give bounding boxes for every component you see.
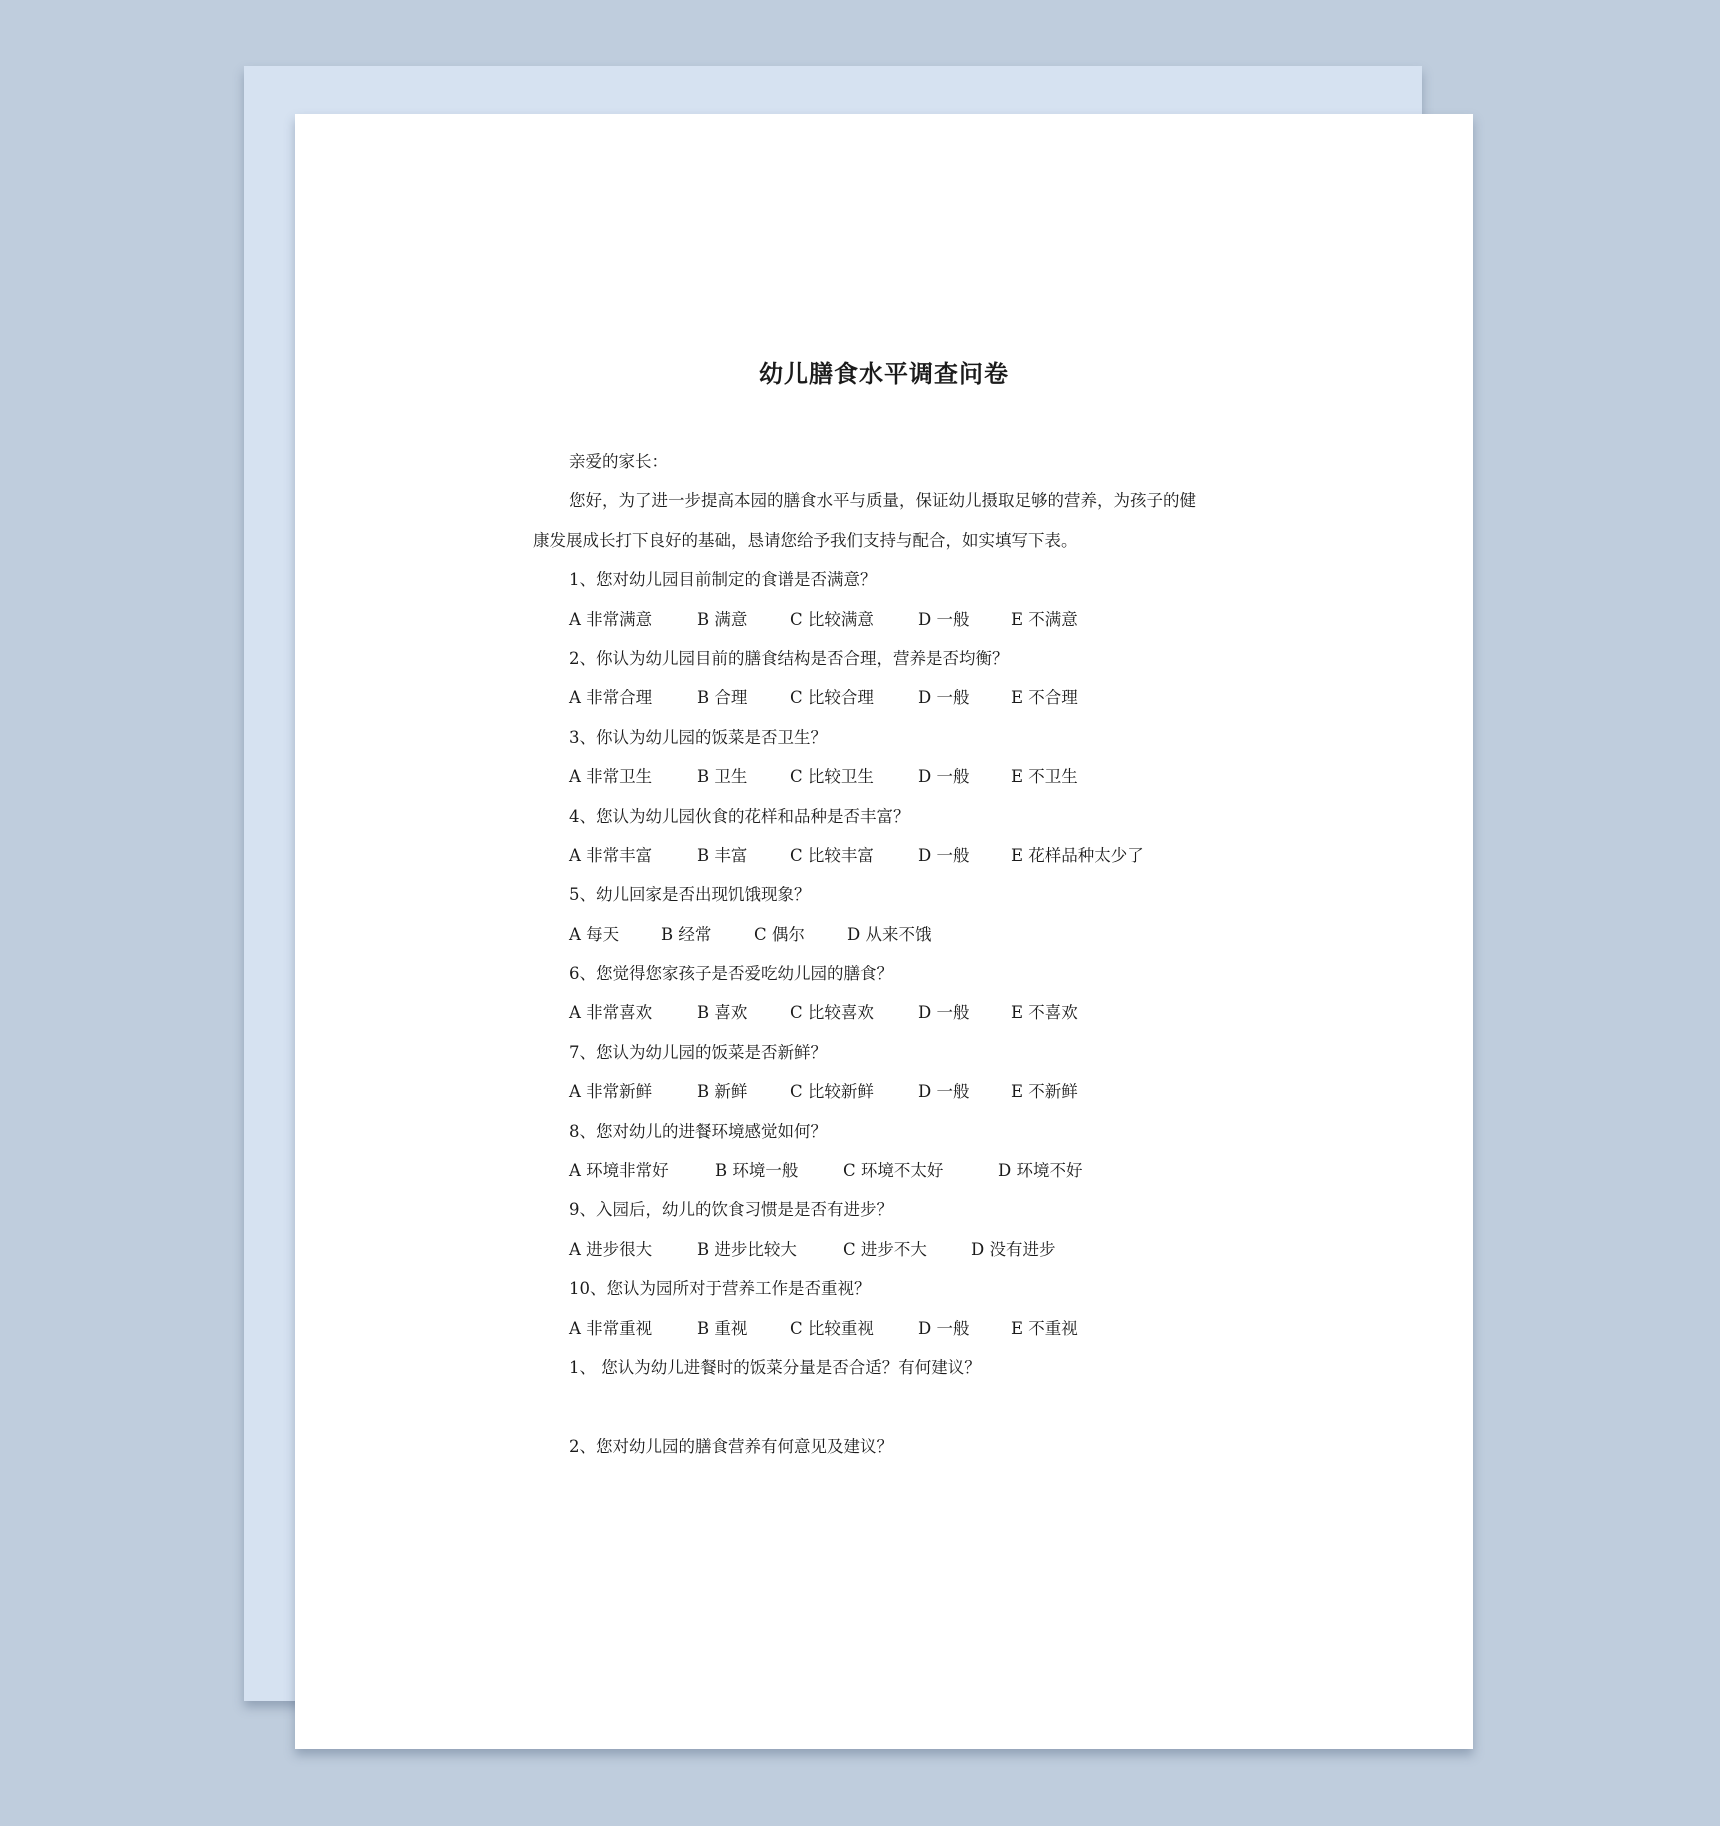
question-3: 3、你认为幼儿园的饭菜是否卫生？ (569, 727, 827, 747)
option-a: A 非常新鲜 (569, 1082, 653, 1102)
document-title: 幼儿膳食水平调查问卷 (759, 359, 1009, 388)
option-b: B 丰富 (697, 845, 748, 865)
option-c: C 比较满意 (790, 609, 874, 629)
option-c: C 环境不太好 (843, 1161, 944, 1181)
option-a: A 非常卫生 (569, 767, 653, 787)
question-2: 2、你认为幼儿园目前的膳食结构是否合理，营养是否均衡？ (569, 648, 1009, 668)
option-a: A 非常重视 (569, 1318, 653, 1338)
option-c: C 偶尔 (754, 924, 805, 944)
option-a: A 非常合理 (569, 688, 653, 708)
question-4-options (533, 836, 1233, 875)
question-6-options (533, 993, 1233, 1032)
option-b: B 新鲜 (697, 1082, 748, 1102)
option-b: B 卫生 (697, 767, 748, 787)
open-question-1: 1、 您认为幼儿进餐时的饭菜分量是否合适？有何建议？ (569, 1357, 981, 1377)
option-a: A 非常喜欢 (569, 1003, 653, 1023)
option-c: C 比较丰富 (790, 845, 874, 865)
option-d: D 一般 (918, 688, 970, 708)
option-d: D 一般 (918, 767, 970, 787)
option-d: D 环境不好 (998, 1161, 1083, 1181)
option-e: E 不重视 (1011, 1318, 1078, 1338)
option-a: A 非常满意 (569, 609, 653, 629)
option-e: E 不满意 (1011, 609, 1078, 629)
option-e: E 不新鲜 (1011, 1082, 1078, 1102)
question-7-options (533, 1072, 1233, 1111)
option-a: A 进步很大 (569, 1239, 653, 1259)
answer-space (533, 1387, 1233, 1426)
option-b: B 经常 (661, 924, 712, 944)
option-e: E 不喜欢 (1011, 1003, 1078, 1023)
option-a: A 每天 (569, 924, 620, 944)
question-9-options (533, 1230, 1233, 1269)
option-d: D 没有进步 (971, 1239, 1056, 1259)
question-5: 5、幼儿回家是否出现饥饿现象？ (569, 885, 811, 905)
question-7: 7、您认为幼儿园的饭菜是否新鲜？ (569, 1042, 827, 1062)
question-4: 4、您认为幼儿园伙食的花样和品种是否丰富？ (569, 806, 910, 826)
question-10-options (533, 1309, 1233, 1348)
option-a: A 环境非常好 (569, 1161, 669, 1181)
option-c: C 比较喜欢 (790, 1003, 874, 1023)
option-c: C 比较重视 (790, 1318, 874, 1338)
option-d: D 一般 (918, 609, 970, 629)
option-b: B 满意 (697, 609, 748, 629)
option-b: B 喜欢 (697, 1003, 748, 1023)
question-10: 10、您认为园所对于营养工作是否重视？ (569, 1279, 871, 1299)
document-page (295, 114, 1473, 1749)
open-question-2: 2、您对幼儿园的膳食营养有何意见及建议？ (569, 1436, 893, 1456)
option-e: E 不合理 (1011, 688, 1078, 708)
option-d: D 从来不饿 (847, 924, 932, 944)
document-body (533, 442, 1233, 1466)
option-d: D 一般 (918, 845, 970, 865)
option-b: B 重视 (697, 1318, 748, 1338)
question-1: 1、您对幼儿园目前制定的食谱是否满意？ (569, 570, 877, 590)
option-d: D 一般 (918, 1082, 970, 1102)
question-3-options (533, 757, 1233, 796)
question-5-options (533, 915, 1233, 954)
question-9: 9、入园后，幼儿的饮食习惯是是否有进步？ (569, 1200, 893, 1220)
intro-line-1: 您好，为了进一步提高本园的膳食水平与质量，保证幼儿摄取足够的营养，为孩子的健 (569, 491, 1196, 511)
option-b: B 进步比较大 (697, 1239, 797, 1259)
option-c: C 比较卫生 (790, 767, 874, 787)
question-8: 8、您对幼儿的进餐环境感觉如何？ (569, 1121, 827, 1141)
question-6: 6、您觉得您家孩子是否爱吃幼儿园的膳食？ (569, 964, 893, 984)
option-c: C 进步不大 (843, 1239, 927, 1259)
question-8-options (533, 1151, 1233, 1190)
option-d: D 一般 (918, 1318, 970, 1338)
option-b: B 环境一般 (715, 1161, 799, 1181)
option-e: E 不卫生 (1011, 767, 1078, 787)
option-d: D 一般 (918, 1003, 970, 1023)
option-c: C 比较合理 (790, 688, 874, 708)
option-e: E 花样品种太少了 (1011, 845, 1144, 865)
option-a: A 非常丰富 (569, 845, 653, 865)
option-b: B 合理 (697, 688, 748, 708)
intro-line-2: 康发展成长打下良好的基础，恳请您给予我们支持与配合，如实填写下表。 (533, 530, 1078, 550)
option-c: C 比较新鲜 (790, 1082, 874, 1102)
greeting: 亲爱的家长： (569, 452, 668, 471)
question-2-options (533, 678, 1233, 717)
question-1-options (533, 600, 1233, 639)
